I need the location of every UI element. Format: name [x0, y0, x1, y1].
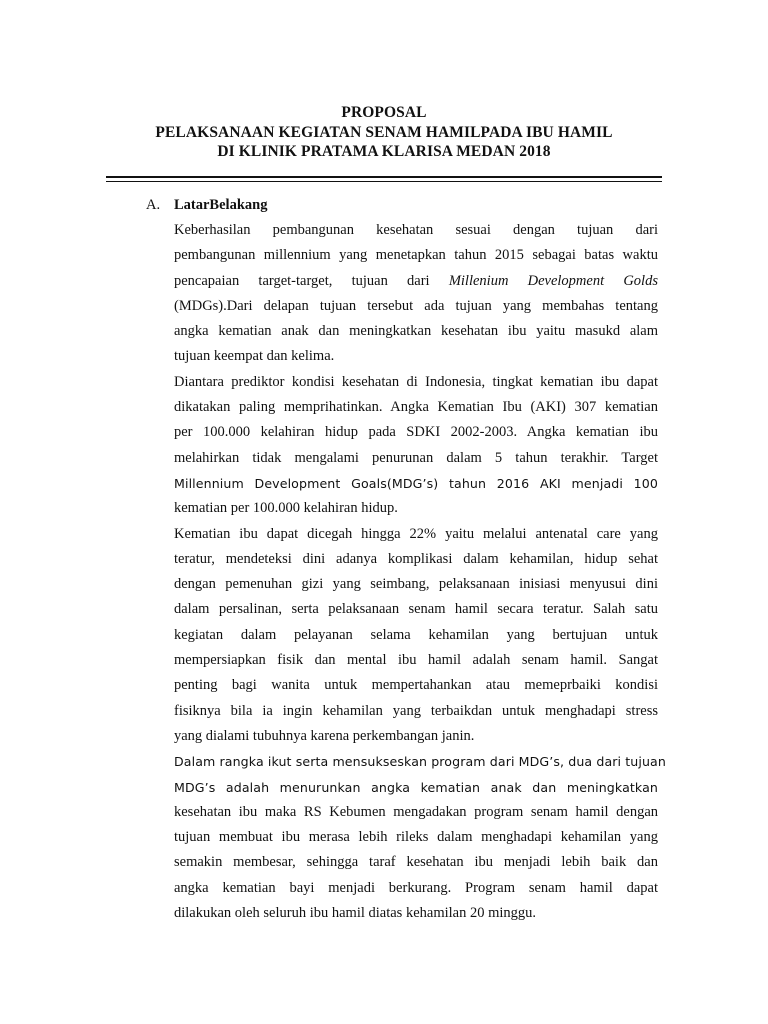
text-line: yang dialami tubuhnya karena perkembangan janin.	[174, 727, 475, 744]
section-letter: A.	[146, 197, 161, 213]
italic-term: Millenium Development Golds	[448, 272, 658, 289]
text-line: semakin membesar, sehingga taraf kesehatan ibu menjadi lebih baik dan	[174, 854, 658, 871]
text-line: Millennium Development Goals(MDG’s) tahun 2016 AKI menjadi 100	[174, 475, 658, 491]
paragraph-2	[174, 370, 658, 522]
text-line: kematian per 100.000 kelahiran hidup.	[174, 500, 398, 517]
text-line-mixed	[174, 269, 658, 294]
text-line: Kematian ibu dapat dicegah hingga 22% yaitu melalui antenatal care yang	[174, 525, 658, 542]
text-line: teratur, mendeteksi dini adanya komplikasi dalam kehamilan, hidup sehat	[174, 550, 658, 567]
text-line: penting bagi wanita untuk mempertahankan atau memeprbaiki kondisi	[174, 677, 658, 694]
text-line: dengan pemenuhan gizi yang seimbang, pelaksanaan inisiasi menyusui dini	[174, 576, 658, 593]
text-line: angka kematian anak dan meningkatkan kesehatan ibu yaitu masukd alam	[174, 323, 658, 340]
text-line: per 100.000 kelahiran hidup pada SDKI 2002-2003. Angka kematian ibu	[174, 424, 658, 441]
title-divider-thin	[106, 181, 662, 182]
section-title: LatarBelakang	[174, 197, 268, 213]
text-line: kesehatan ibu maka RS Kebumen mengadakan program senam hamil dengan	[174, 803, 658, 820]
title-divider-thick	[106, 176, 662, 178]
text-line: fisiknya bila ia ingin kehamilan yang terbaikdan untuk menghadapi stress	[174, 702, 658, 719]
text-line: MDG’s adalah menurunkan angka kematian anak dan meningkatkan	[174, 779, 658, 795]
text-line: angka kematian bayi menjadi berkurang. Program senam hamil dapat	[174, 879, 658, 896]
title-line-2: PELAKSANAAN KEGIATAN SENAM HAMILPADA IBU HAMIL	[155, 123, 613, 141]
text-line: dikatakan paling memprihatinkan. Angka Kematian Ibu (AKI) 307 kematian	[174, 399, 658, 416]
paragraph-1	[174, 218, 658, 370]
text-line: Dalam rangka ikut serta mensukseskan program dari MDG’s, dua dari tujuan	[174, 754, 666, 770]
text-line: melahirkan tidak mengalami penurunan dalam 5 tahun terakhir. Target	[174, 449, 658, 466]
text-line: pembangunan millennium yang menetapkan tahun 2015 sebagai batas waktu	[174, 247, 658, 264]
text-line: tujuan membuat ibu merasa lebih rileks dalam menghadapi kehamilan yang	[174, 829, 658, 846]
text-line: mempersiapkan fisik dan mental ibu hamil adalah senam hamil. Sangat	[174, 652, 658, 669]
body-text	[174, 218, 666, 926]
document-title	[0, 103, 768, 162]
text-line: Keberhasilan pembangunan kesehatan sesuai dengan tujuan dari	[174, 222, 658, 238]
text-line: tujuan keempat dan kelima.	[174, 348, 335, 365]
section-heading	[146, 196, 267, 214]
title-line-1: PROPOSAL	[341, 104, 427, 121]
paragraph-3	[174, 522, 658, 750]
text-line: dilakukan oleh seluruh ibu hamil diatas kehamilan 20 minggu.	[174, 905, 537, 922]
text-line: dalam persalinan, serta pelaksanaan senam hamil secara teratur. Salah satu	[174, 601, 658, 618]
text-line: Diantara prediktor kondisi kesehatan di Indonesia, tingkat kematian ibu dapat	[174, 373, 658, 390]
text-line: kegiatan dalam pelayanan selama kehamilan yang bertujuan untuk	[174, 626, 658, 643]
text-line: (MDGs).Dari delapan tujuan tersebut ada tujuan yang membahas tentang	[174, 297, 658, 314]
paragraph-4	[174, 749, 666, 926]
text-span: pencapaian target-target, tujuan dari	[174, 272, 430, 289]
title-line-3: DI KLINIK PRATAMA KLARISA MEDAN 2018	[217, 143, 551, 160]
